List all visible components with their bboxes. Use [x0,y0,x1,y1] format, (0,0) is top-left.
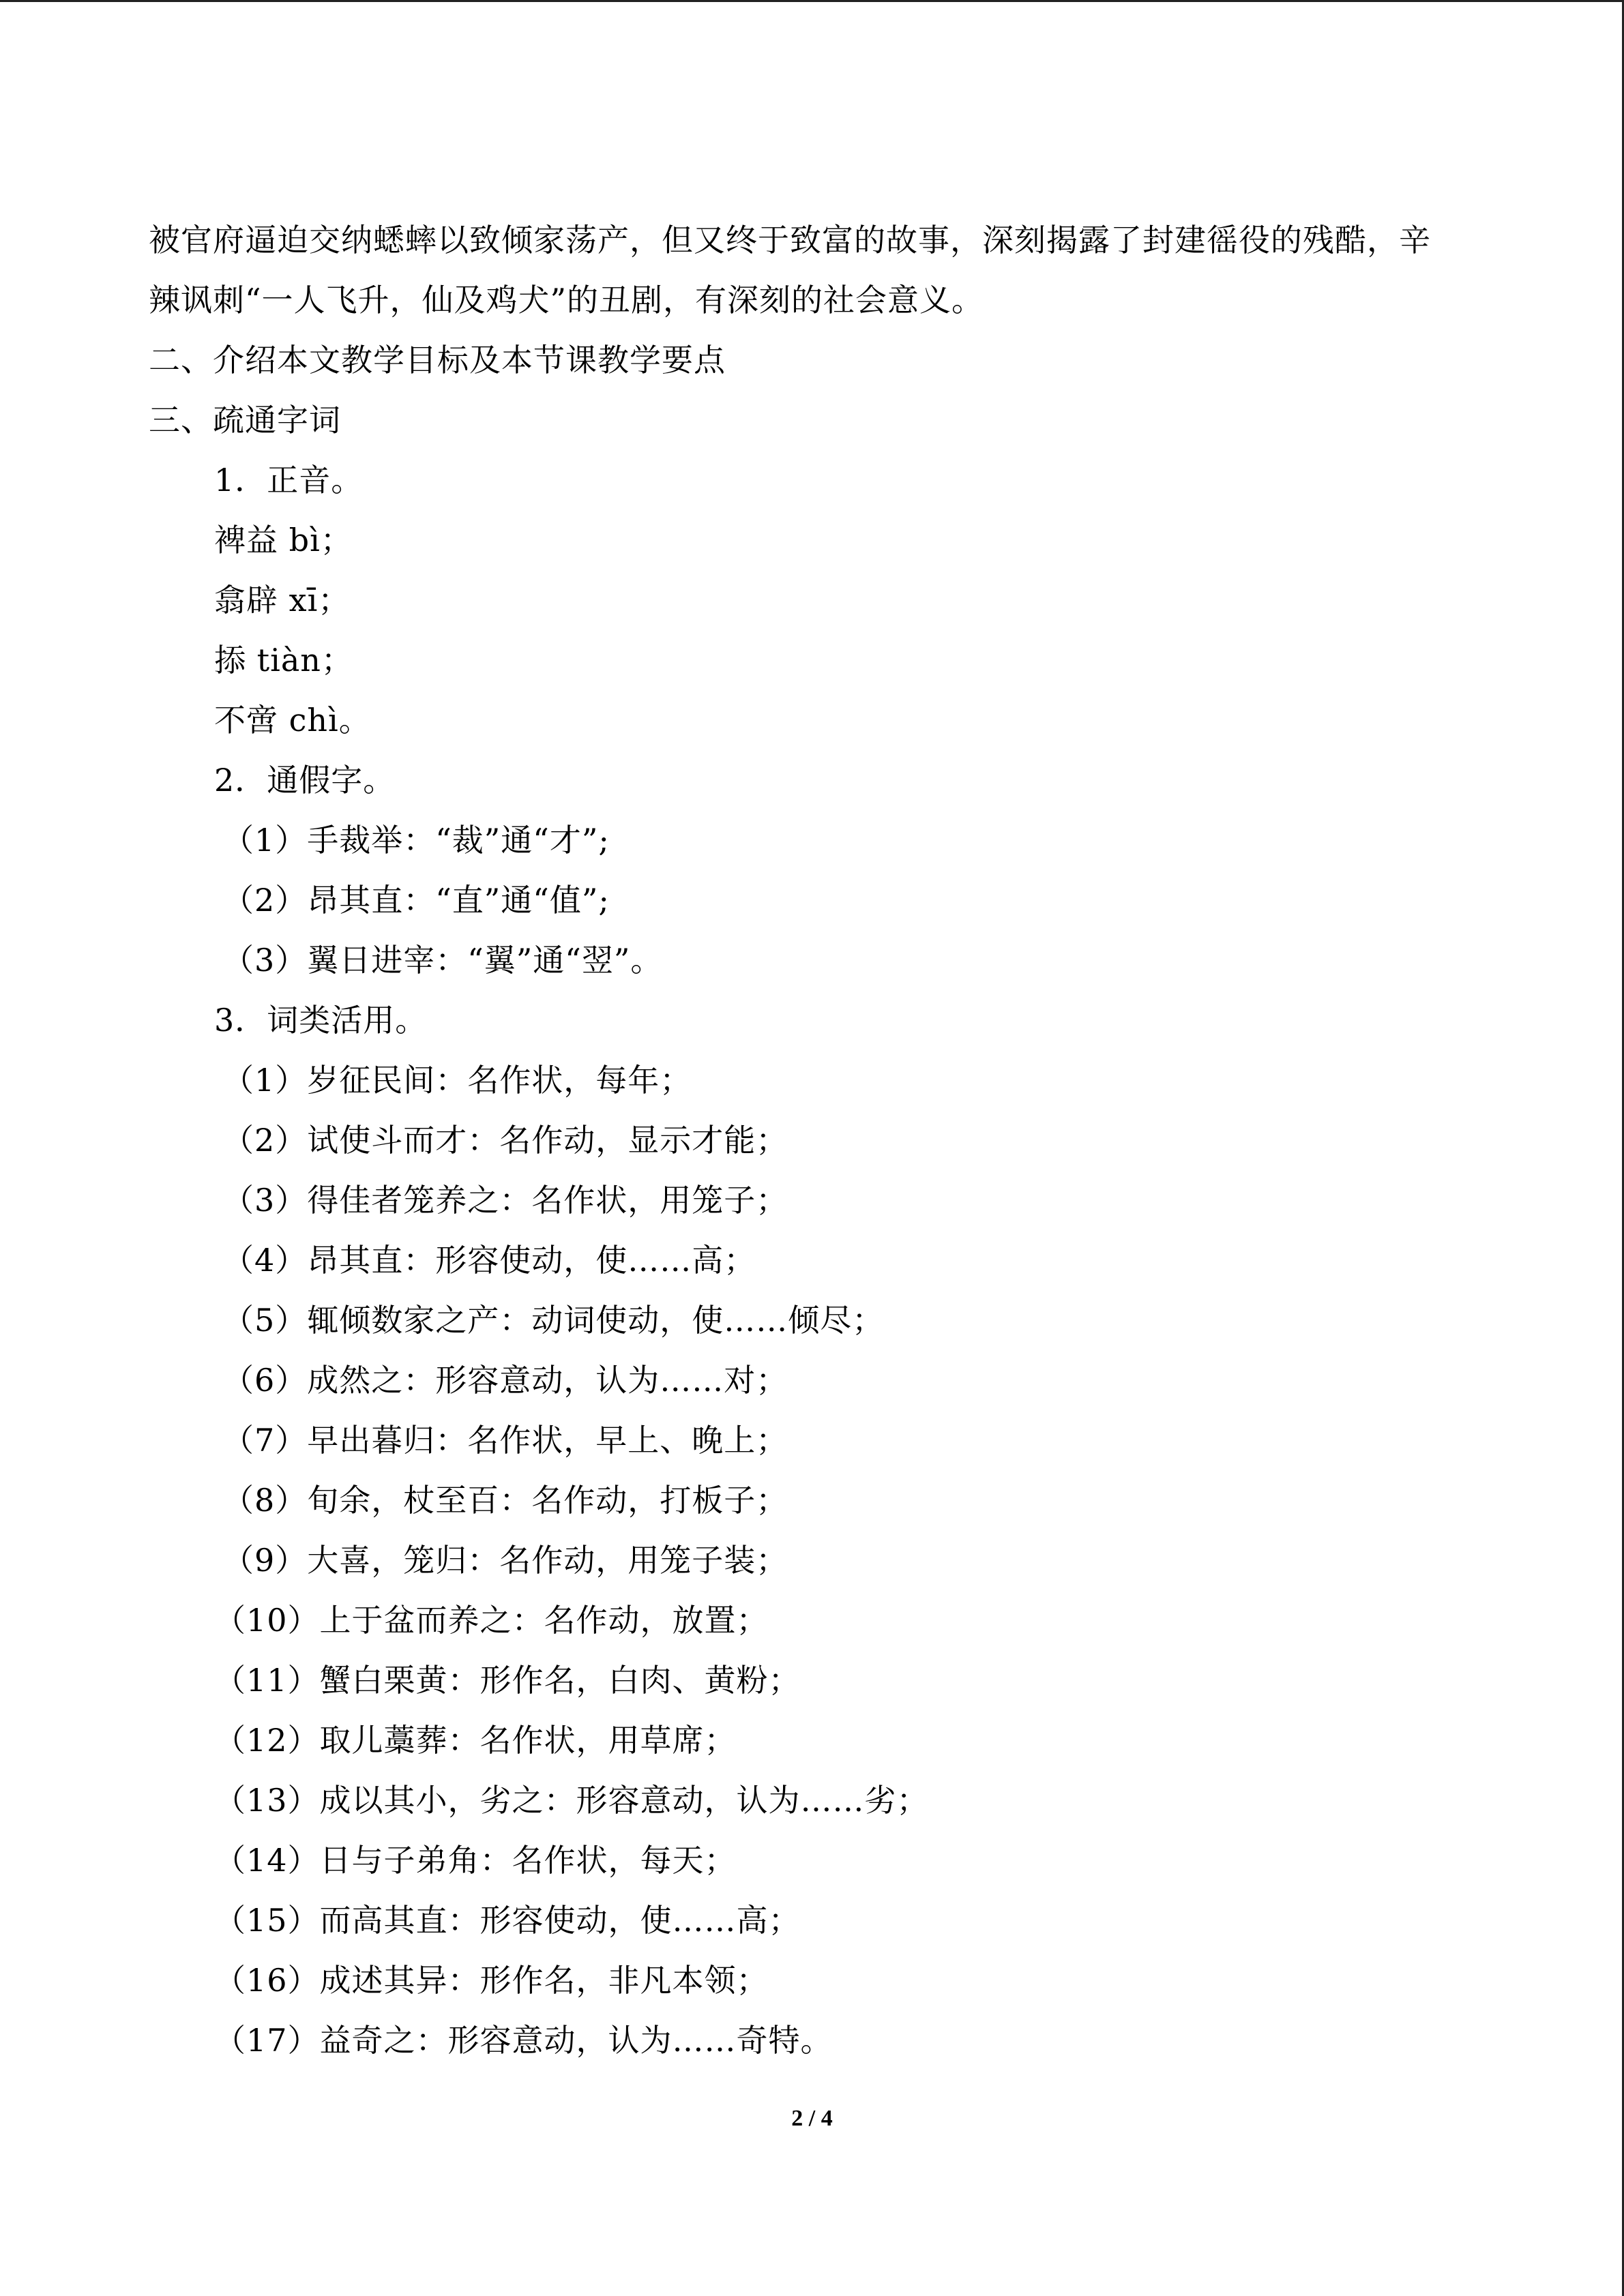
cilei-item: （15）而高其直：形容使动，使……高； [214,1902,801,1939]
cilei-item: （5）辄倾数家之产：动词使动，使……倾尽； [222,1302,885,1339]
cilei-item: （4）昂其直：形容使动，使……高； [222,1242,756,1279]
cilei-item: （9）大喜，笼归：名作动，用笼子装； [222,1542,788,1579]
cilei-item: （13）成以其小，劣之：形容意动，认为……劣； [214,1782,929,1819]
pronunciation-heading: 1．正音。 [214,462,364,498]
intro-line-2: 辣讽刺“一人飞升，仙及鸡犬”的丑剧，有深刻的社会意义。 [149,282,984,318]
cilei-item: （12）取儿藁葬：名作状，用草席； [214,1722,737,1759]
pronunciation-item: 掭 tiàn； [214,642,353,679]
tongjiazi-item: （2）昂其直：“直”通“值”; [222,882,610,919]
pronunciation-item: 翕辟 xī； [214,582,351,618]
cilei-item: （2）试使斗而才：名作动，显示才能； [222,1122,788,1159]
document-body [149,210,1486,2070]
cilei-item: （8）旬余，杖至百：名作动，打板子； [222,1482,788,1519]
cilei-item: （14）日与子弟角：名作状，每天； [214,1842,737,1879]
page-number: 2 / 4 [791,2106,833,2131]
cilei-item: （6）成然之：形容意动，认为……对； [222,1362,788,1399]
pronunciation-item: 裨益 bì； [214,522,353,558]
section-heading-three: 三、疏通字词 [149,402,341,438]
intro-line-1: 被官府逼迫交纳蟋蟀以致倾家荡产，但又终于致富的故事，深刻揭露了封建徭役的残酷，辛 [149,222,1431,258]
tongjiazi-heading: 2．通假字。 [214,762,396,799]
cilei-item: （16）成述其异：形作名，非凡本领； [214,1962,769,1999]
cilei-item: （3）得佳者笼养之：名作状，用笼子； [222,1182,788,1219]
cilei-item: （11）蟹白栗黄：形作名，白肉、黄粉； [214,1662,801,1699]
cilei-item: （10）上于盆而养之：名作动，放置； [214,1602,769,1639]
cilei-heading: 3．词类活用。 [214,1002,428,1039]
pronunciation-item: 不啻 chì。 [214,702,371,739]
tongjiazi-item: （1）手裁举：“裁”通“才”; [222,822,610,859]
cilei-item: （17）益奇之：形容意动，认为……奇特。 [214,2022,833,2059]
section-heading-two: 二、介绍本文教学目标及本节课教学要点 [149,342,726,378]
cilei-item: （1）岁征民间：名作状，每年； [222,1062,692,1099]
cilei-item: （7）早出暮归：名作状，早上、晚上； [222,1422,788,1459]
tongjiazi-item: （3）翼日进宰：“翼”通“翌”。 [222,942,663,979]
